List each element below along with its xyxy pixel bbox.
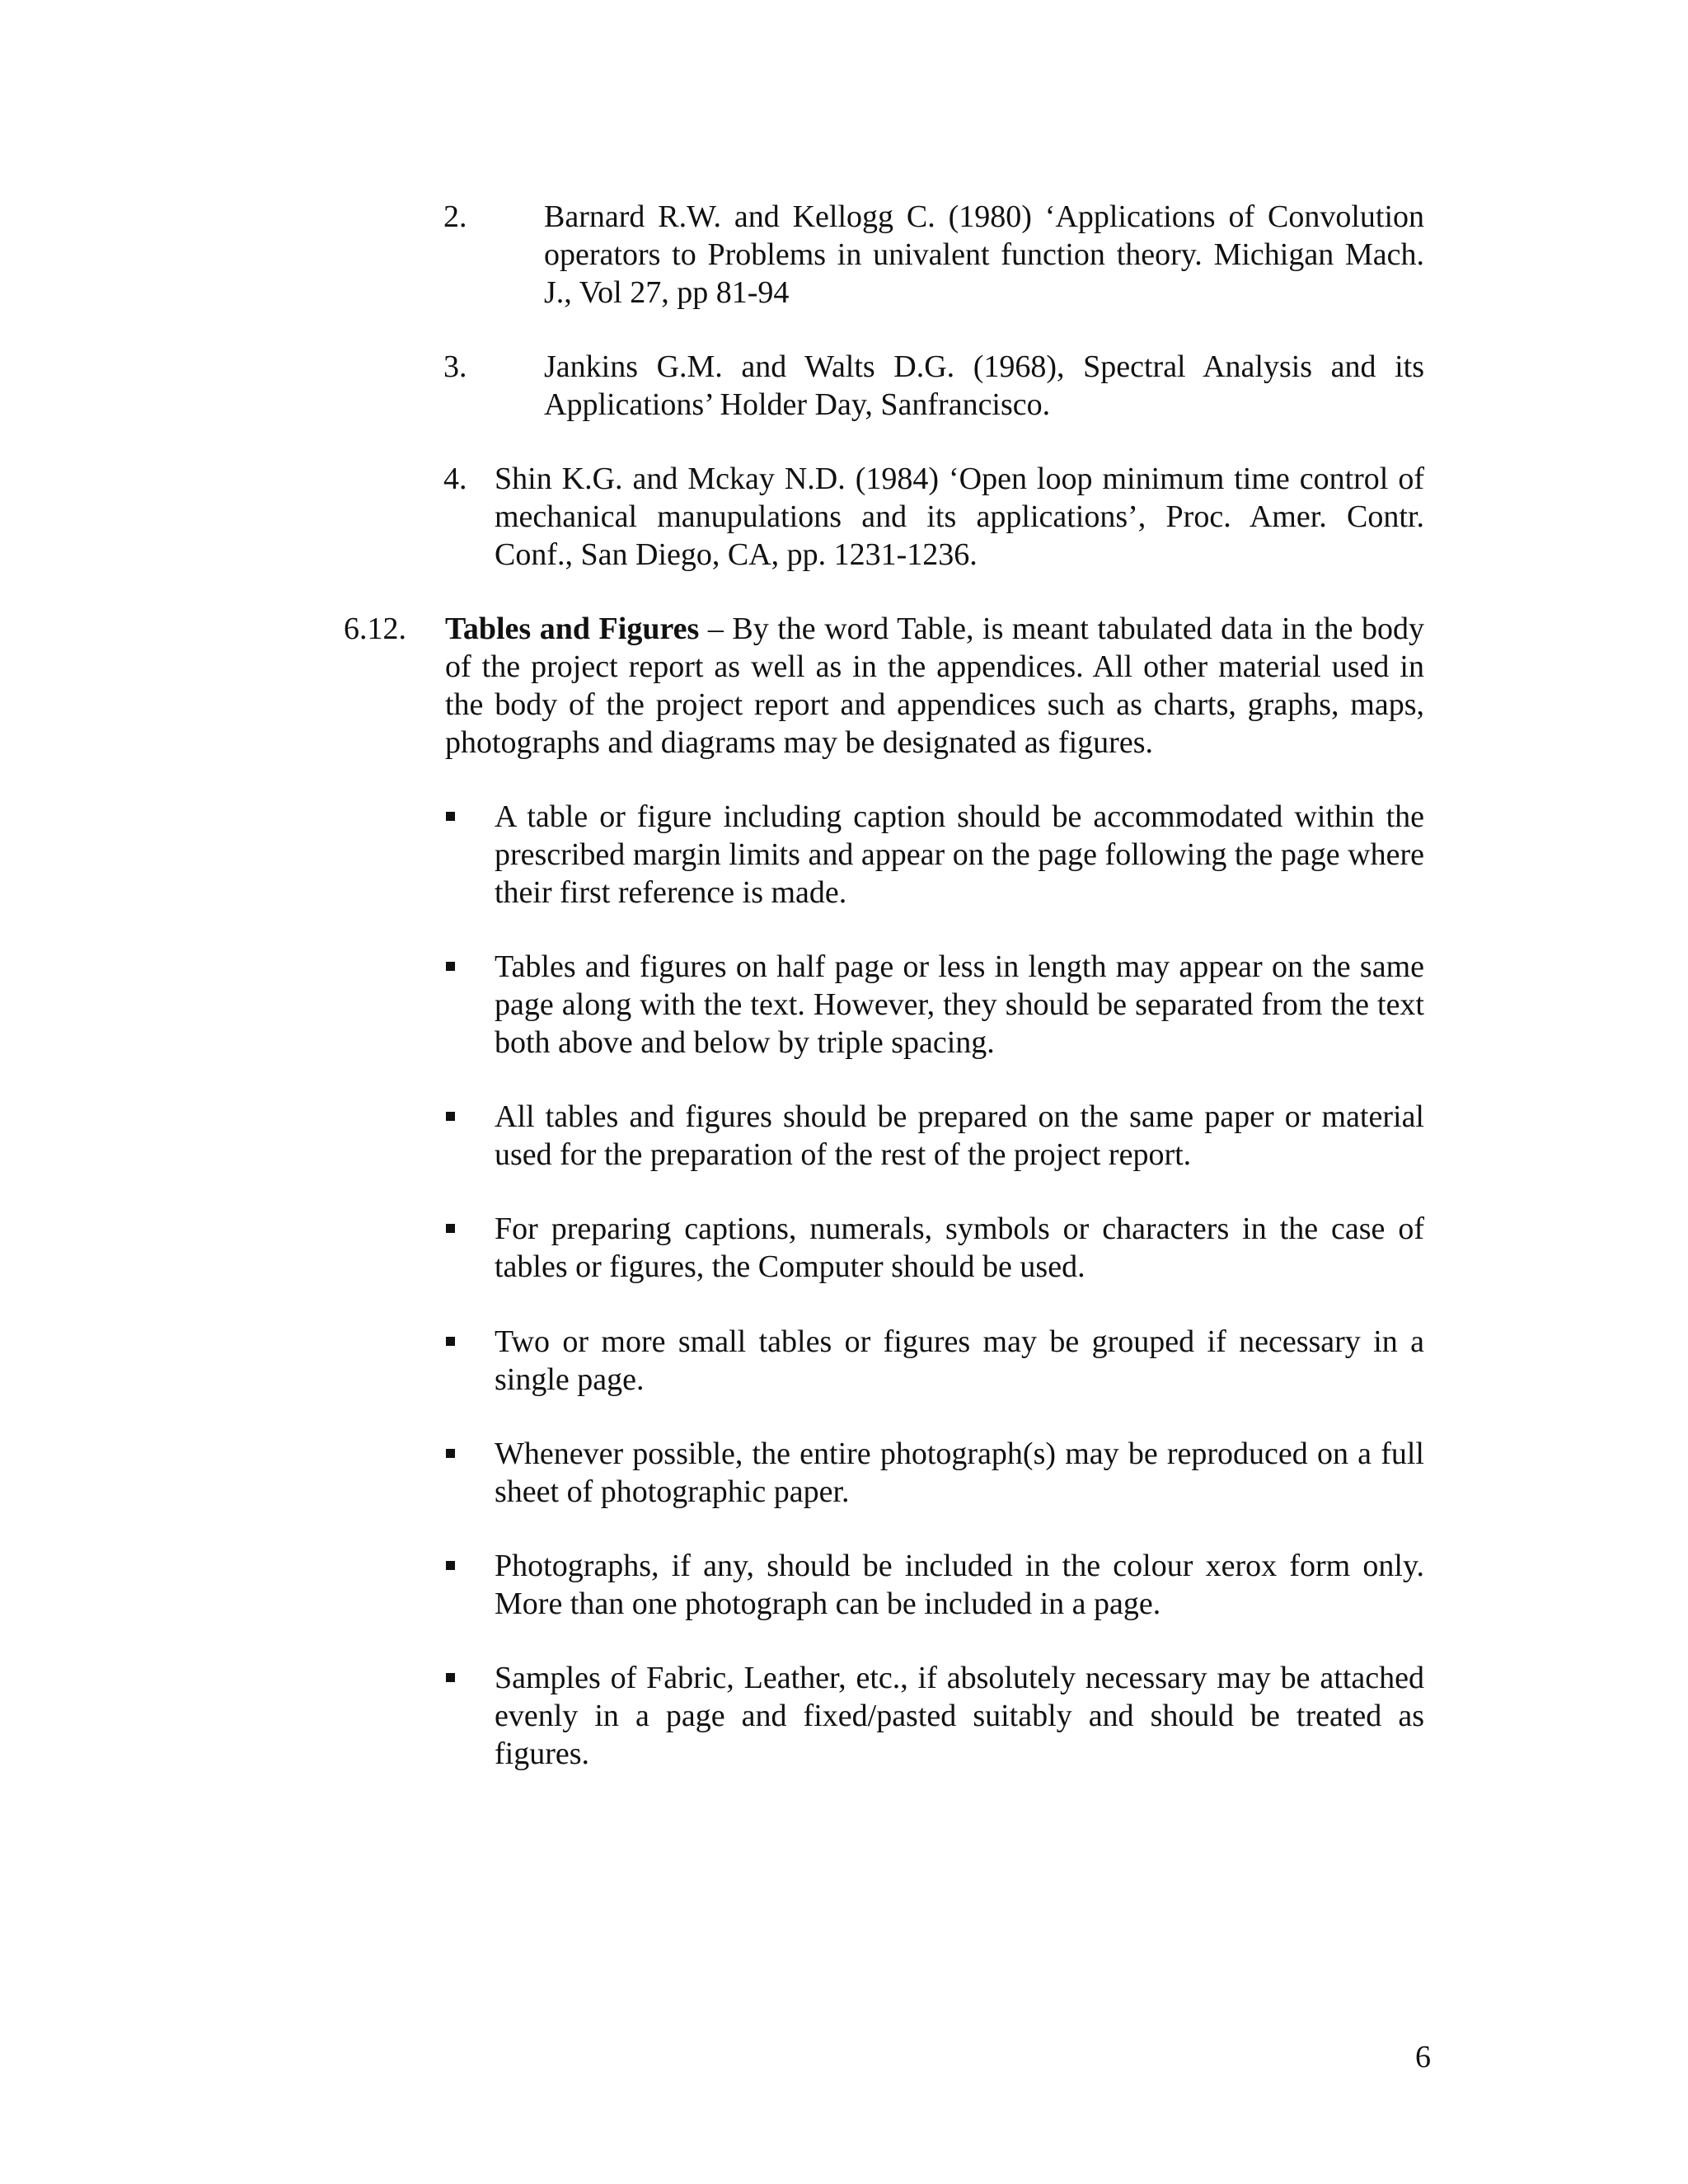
square-bullet-icon: [446, 1337, 455, 1346]
square-bullet-icon: [446, 1112, 455, 1121]
square-bullet-icon: [446, 1224, 455, 1233]
square-bullet-icon: [446, 1561, 455, 1570]
reference-number: 2.: [443, 199, 467, 234]
list-item-text: Samples of Fabric, Leather, etc., if absolutely necessary may be attached evenly in a page and fixed/pasted suitably and should be treated as figures.: [495, 1661, 1424, 1771]
square-bullet-icon: [446, 1449, 455, 1458]
list-item-text: Tables and figures on half page or less in length may appear on the same page along with the text. However, they should be separated from the text both above and below by triple spacing.: [495, 949, 1424, 1060]
section-paragraph: [445, 610, 1424, 762]
list-item-text: All tables and figures should be prepared on the same paper or material used for the preparation of the rest of the project report.: [495, 1099, 1424, 1172]
reference-text: Barnard R.W. and Kellogg C. (1980) ‘Applications of Convolution operators to Problems in univalent function theory. Michigan Mach. J., Vol 27, pp 81-94: [544, 199, 1424, 310]
list-item-text: For preparing captions, numerals, symbols or characters in the case of tables or figures, the Computer should be used.: [495, 1212, 1424, 1284]
reference-text: Shin K.G. and Mckay N.D. (1984) ‘Open loop minimum time control of mechanical manupulations and its applications’, Proc. Amer. Contr. Conf., San Diego, CA, pp. 1231-1236.: [495, 462, 1424, 572]
square-bullet-icon: [446, 1673, 455, 1682]
list-item-text: Two or more small tables or figures may be grouped if necessary in a single page.: [495, 1324, 1424, 1397]
page-number: 6: [1415, 2040, 1431, 2074]
list-item-text: Whenever possible, the entire photograph(s) may be reproduced on a full sheet of photographic paper.: [495, 1436, 1424, 1509]
section-number: 6.12.: [344, 612, 406, 646]
section-title: Tables and Figures: [445, 612, 700, 646]
square-bullet-icon: [446, 962, 455, 971]
reference-text: Jankins G.M. and Walts D.G. (1968), Spectral Analysis and its Applications’ Holder Day, Sanfrancisco.: [544, 349, 1424, 422]
reference-number: 3.: [443, 349, 467, 384]
square-bullet-icon: [446, 812, 455, 821]
list-item-text: Photographs, if any, should be included in the colour xerox form only. More than one photograph can be included in a page.: [495, 1549, 1424, 1621]
list-item-text: A table or figure including caption should be accommodated within the prescribed margin limits and appear on the page following the page where their first reference is made.: [495, 799, 1424, 910]
section-intro: – By the word Table, is meant tabulated data in the body of the project report as well as in the appendices. All other material used in the body of the project report and appendices such as charts, graphs, maps, photographs and diagrams may be designated as figures.: [445, 612, 1425, 760]
reference-number: 4.: [443, 462, 467, 496]
